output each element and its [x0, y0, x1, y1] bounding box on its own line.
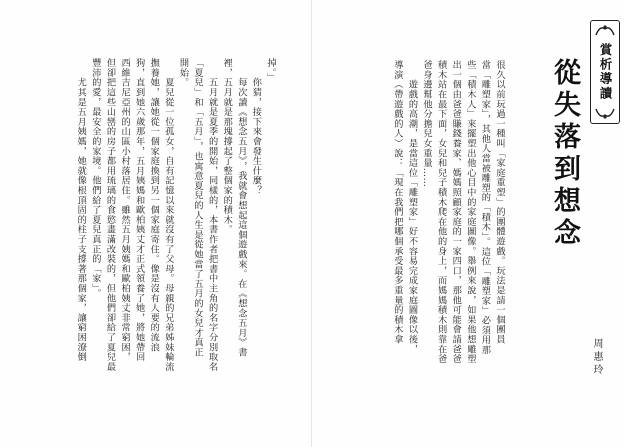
left-page-body-text: 掉。」 你猜，接下來會發生什麼？ 每次讀《想念五月》，我就會想起這個遊戲來。在《想念五月》書 裡，五月就是那塊撐起了整個家的積木。 五月就是夏季的開始，同樣的，本書作者把書中主角的名字分別取名 「夏兒」和「五月」，也寓意夏兒的人生是從她當了五月的女兒才真正 開始。 夏兒從一位孤女，自有記憶以來就沒有了父母。母親的兄弟姊妹輪流 撫養她，讓她從一個家庭換到另一個家庭寄住。像是沒有人要的流浪 狗，直到她六歲那年，五月姨媽和歐柏姨丈才正式領養了她，將她帶回 西維吉尼亞州的山區小村落居住。雖然五月姨媽和歐柏姨丈非常窮困， 但卻把這些山巒的房子都用琉璃的食慾畫滿改裝的，但他們卻給了夏兒最 豐沛的愛，最安全的家境。他們給了夏兒真正的「家」。 尤其是五月姨媽，她就像根頂固的柱子支撐著那個家，讓窮困潦倒 — [75, 58, 276, 372]
right-page — [312, 0, 624, 447]
article-author: 周惠玲 — [591, 338, 602, 377]
section-badge-label: 賞析導讀 — [598, 43, 613, 101]
section-badge — [590, 20, 620, 124]
ornament-bottom-icon — [594, 107, 616, 121]
ornament-top-icon — [594, 23, 616, 37]
right-page-body-text: 很久以前玩過一種叫「家庭重塑」的團體遊戲。玩法是請一個團員 當「雕塑家」，其他人當被雕塑的「積木」。這位「雕塑家」必須用那 些「積木人」來擺塑出他心目中的家庭圖像。舉例來說，如果他想雕塑 出一個由爸爸賺錢養家、媽媽照顧家庭的一家四口，那他可能會請爸爸 積木站在最下面，女兒和兒子積木爬在他的身上，而媽媽積木則靠在爸 爸身邊幫他分擔兒女重量…… 遊戲的高潮，是當這位「雕塑家」好不容易完成家庭圖像以後， 導演（帶遊戲的人）說：「現在我們把哪個承受最多重量的積木拿 — [391, 60, 505, 364]
article-title: 從失落到想念 — [549, 58, 580, 250]
left-page — [0, 0, 311, 447]
